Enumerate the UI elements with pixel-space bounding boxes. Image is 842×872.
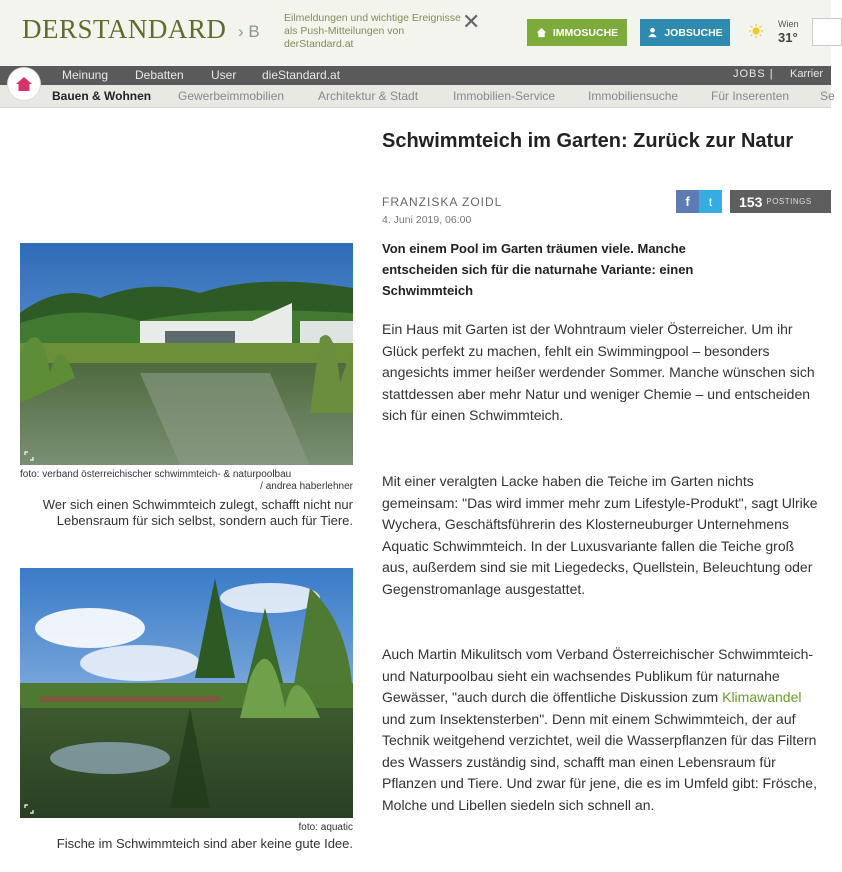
nav-item-diestandard[interactable]: dieStandard.at <box>262 68 341 82</box>
subnav-item-immobilien-service[interactable]: Immobilien-Service <box>453 89 556 103</box>
facebook-share-button[interactable] <box>676 190 699 213</box>
paragraph-text: und zum Insektensterben". Denn mit einem Schwimmteich, der auf Technik weitgehend verzichtet, weil die Wasserpflanzen für das Filtern des Wassers zuständig sind, schafft man einen Lebensraum für Pflanzen und Tiere. Und zwar für jene, die es im Umfeld gibt: Frösche, Molche und Libellen siedeln sich schnell an. <box>382 710 817 813</box>
person-icon <box>647 27 658 38</box>
close-icon[interactable]: ✕ <box>462 9 481 34</box>
subnav-item-more[interactable]: Se <box>820 89 835 103</box>
nav-item-debatten[interactable]: Debatten <box>135 68 184 82</box>
primary-nav <box>0 66 831 85</box>
expand-icon[interactable] <box>24 804 34 814</box>
search-input[interactable] <box>812 18 842 46</box>
house-icon <box>15 75 33 93</box>
jobsuche-button[interactable] <box>640 19 730 46</box>
twitter-share-button[interactable] <box>699 190 722 213</box>
postings-count: 153 <box>739 193 763 210</box>
sun-icon <box>749 24 763 38</box>
expand-icon[interactable] <box>24 451 34 461</box>
image1-caption: Wer sich einen Schwimmteich zulegt, schafft nicht nur Lebensraum für sich selbst, sondern auch für Tiere. <box>42 497 353 528</box>
paragraph-text: Auch Martin Mikulitsch vom Verband Österreichischer Schwimmteich- und Naturpoolbau sieht ein wachsendes Publikum für naturnahe Gewässer, "auch durch die öffentliche Diskussion zum <box>382 646 814 705</box>
article-image-pond[interactable] <box>20 568 353 818</box>
weather-city: Wien <box>778 19 799 29</box>
site-logo[interactable]: DERSTANDARD <box>22 14 227 44</box>
article-paragraph <box>382 644 822 816</box>
twitter-icon: t <box>708 194 713 209</box>
article-image-pool[interactable] <box>20 243 353 465</box>
article-author[interactable]: FRANZISKA ZOIDL <box>382 195 503 209</box>
klimawandel-link[interactable]: Klimawandel <box>722 689 802 705</box>
jobsuche-label: JOBSUCHE <box>664 26 723 39</box>
image2-credit: foto: aquatic <box>298 822 353 833</box>
postings-label: POSTINGS <box>766 197 812 206</box>
site-header <box>0 0 831 66</box>
section-breadcrumb[interactable]: › B <box>238 22 260 41</box>
secondary-nav <box>0 85 835 108</box>
home-badge[interactable] <box>8 68 40 100</box>
image1-credit-author: / andrea haberlehner <box>260 481 353 492</box>
immosuche-button[interactable] <box>527 19 627 46</box>
article-title: Schwimmteich im Garten: Zurück zur Natur <box>382 130 794 152</box>
subnav-item-fuer-inserenten[interactable]: Für Inserenten <box>711 89 790 103</box>
subnav-item-architektur[interactable]: Architektur & Stadt <box>318 89 419 103</box>
article-paragraph: Mit einer veralgten Lacke haben die Teiche im Garten nichts gemeinsam: "Das wird immer mehr zum Lifestyle-Produkt", sagt Ulrike Wychera, Geschäftsführerin des Klosterneuburger Unternehmens Aquatic Schwimmteich. In der Luxusvariante fallen die Teiche groß aus, außerdem sind sie mit Liegedecks, Quellstein, Beleuchtung oder Gegenstromanlage ausgestattet. <box>382 473 818 597</box>
weather-temperature: 31° <box>778 30 798 45</box>
article-date: 4. Juni 2019, 06:00 <box>382 214 472 226</box>
nav-item-karriere[interactable]: Karrier <box>790 68 824 80</box>
subnav-item-immobiliensuche[interactable]: Immobiliensuche <box>588 89 679 103</box>
subnav-item-gewerbeimmobilien[interactable]: Gewerbeimmobilien <box>178 89 285 103</box>
facebook-icon: f <box>685 194 690 209</box>
nav-item-meinung[interactable]: Meinung <box>62 68 109 82</box>
article-lead: Von einem Pool im Garten träumen viele. Manche entscheiden sich für die naturnahe Variante: einen Schwimmteich <box>382 241 694 298</box>
image2-caption: Fische im Schwimmteich sind aber keine gute Idee. <box>56 836 353 851</box>
article-paragraph: Ein Haus mit Garten ist der Wohntraum vieler Österreicher. Um ihr Glück perfekt zu machen, fehlt ein Swimmingpool – besonders angesichts immer heißer werdender Sommer. Manche wünschen sich stattdessen aber mehr Natur und weniger Chemie – und entscheiden sich für einen Schwimmteich. <box>382 321 815 423</box>
immosuche-label: IMMOSUCHE <box>552 26 619 39</box>
nav-item-user[interactable]: User <box>211 68 237 82</box>
home-icon <box>536 27 547 38</box>
subnav-item-bauen-wohnen[interactable]: Bauen & Wohnen <box>52 89 152 103</box>
postings-count-button[interactable] <box>730 190 831 213</box>
nav-item-jobs[interactable]: JOBS | <box>733 68 774 80</box>
image1-credit: foto: verband österreichischer schwimmteich- & naturpoolbau <box>20 469 292 480</box>
push-notification-banner[interactable]: Eilmeldungen und wichtige Ereignisse als Push-Mitteilungen von derStandard.at <box>284 12 461 50</box>
